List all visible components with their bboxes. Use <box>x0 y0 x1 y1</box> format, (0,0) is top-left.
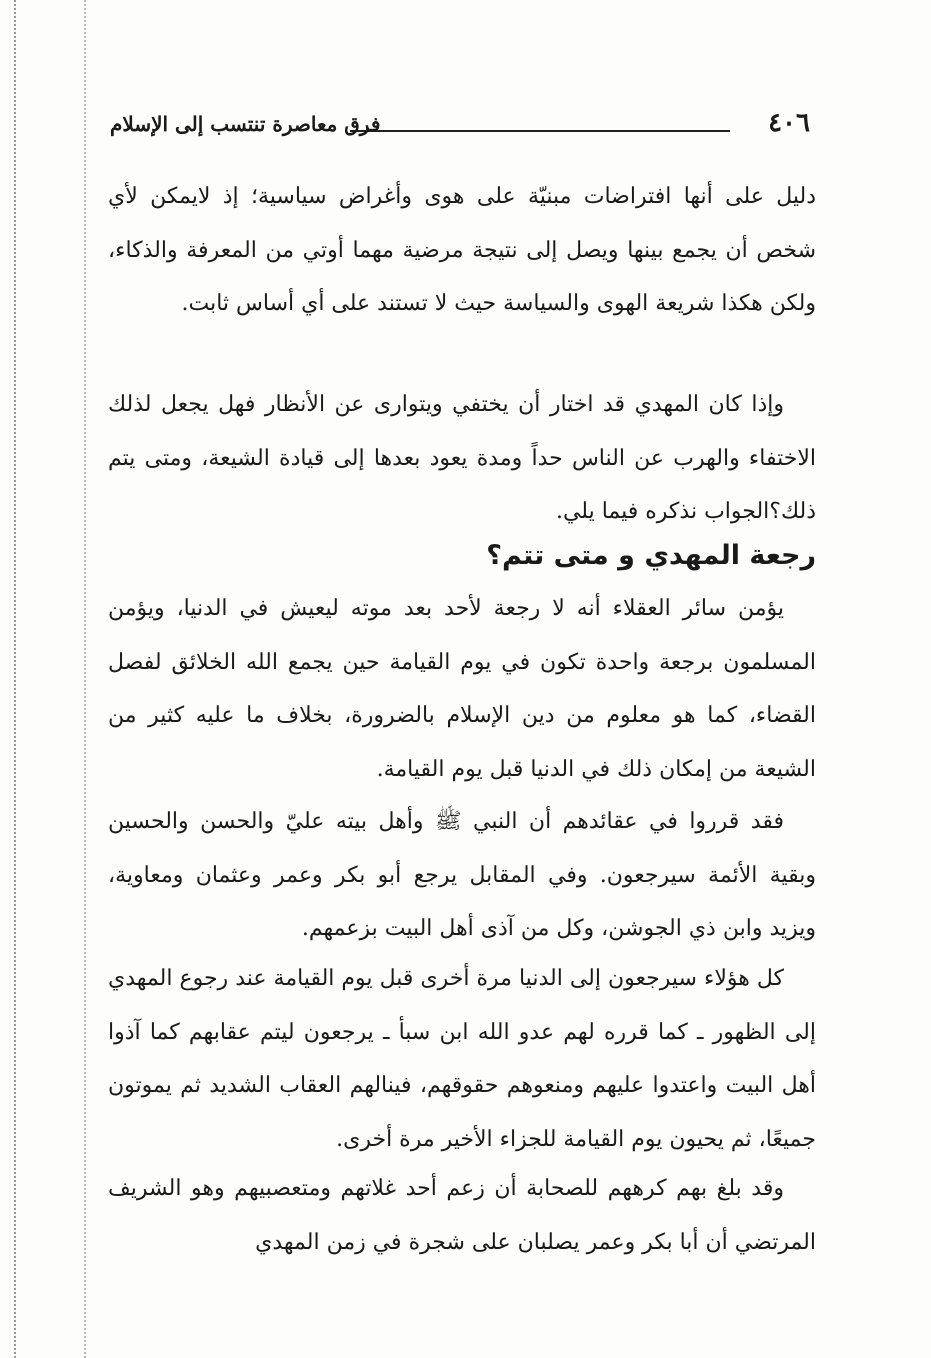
paragraph-1 <box>108 170 816 331</box>
paragraph-6 <box>108 1162 816 1269</box>
paragraph-5 <box>108 952 816 1166</box>
paragraph-text: فقد قرروا في عقائدهم أن النبي ﷺ وأهل بيته عليّ والحسن والحسين وبقية الأئمة سيرجعون. وفي المقابل يرجع أبو بكر وعمر وعثمان ومعاوية، ويزيد وابن ذي الجوشن، وكل من آذى أهل البيت بزعمهم. <box>108 809 816 941</box>
page-number: ٤٠٦ <box>768 108 810 138</box>
scan-edge-line <box>14 0 16 1358</box>
paragraph-2 <box>108 378 816 539</box>
section-heading: رجعة المهدي و متى تتم؟ <box>486 540 816 571</box>
page-header <box>110 108 810 148</box>
paragraph-text: وإذا كان المهدي قد اختار أن يختفي ويتوارى عن الأنظار فهل يجعل لذلك الاختفاء والهرب عن الناس حداً ومدة يعود بعدها إلى قيادة الشيعة، ومتى يتم ذلك؟الجواب نذكره فيما يلي. <box>108 392 816 524</box>
paragraph-4 <box>108 795 816 956</box>
paragraph-3 <box>108 582 816 796</box>
paragraph-text: دليل على أنها افتراضات مبنيّة على هوى وأغراض سياسية؛ إذ لايمكن لأي شخص أن يجمع بينها ويصل إلى نتيجة مرضية مهما أوتي من المعرفة والذكاء، ولكن هكذا شريعة الهوى والسياسة حيث لا تستند على أي أساس ثابت. <box>108 184 816 316</box>
paragraph-text: وقد بلغ بهم كرههم للصحابة أن زعم أحد غلاتهم ومتعصبيهم وهو الشريف المرتضي أن أبا بكر وعمر يصلبان على شجرة في زمن المهدي <box>108 1176 816 1255</box>
paragraph-text: يؤمن سائر العقلاء أنه لا رجعة لأحد بعد موته ليعيش في الدنيا، ويؤمن المسلمون برجعة واحدة تكون في يوم القيامة حين يجمع الله الخلائق لفصل القضاء، كما هو معلوم من دين الإسلام بالضرورة، بخلاف ما عليه كثير من الشيعة من إمكان ذلك في الدنيا قبل يوم القيامة. <box>108 596 816 782</box>
header-rule <box>350 130 730 132</box>
scan-fold-line <box>84 0 86 1358</box>
paragraph-text: كل هؤلاء سيرجعون إلى الدنيا مرة أخرى قبل يوم القيامة عند رجوع المهدي إلى الظهور ـ كما قرره لهم عدو الله ابن سبأ ـ يرجعون ليتم عقابهم كما آذوا أهل البيت واعتدوا عليهم ومنعوهم حقوقهم، فينالهم العقاب الشديد ثم يموتون جميعًا، ثم يحيون يوم القيامة للجزاء الأخير مرة أخرى. <box>108 966 816 1152</box>
running-title: فرق معاصرة تنتسب إلى الإسلام <box>110 112 381 136</box>
